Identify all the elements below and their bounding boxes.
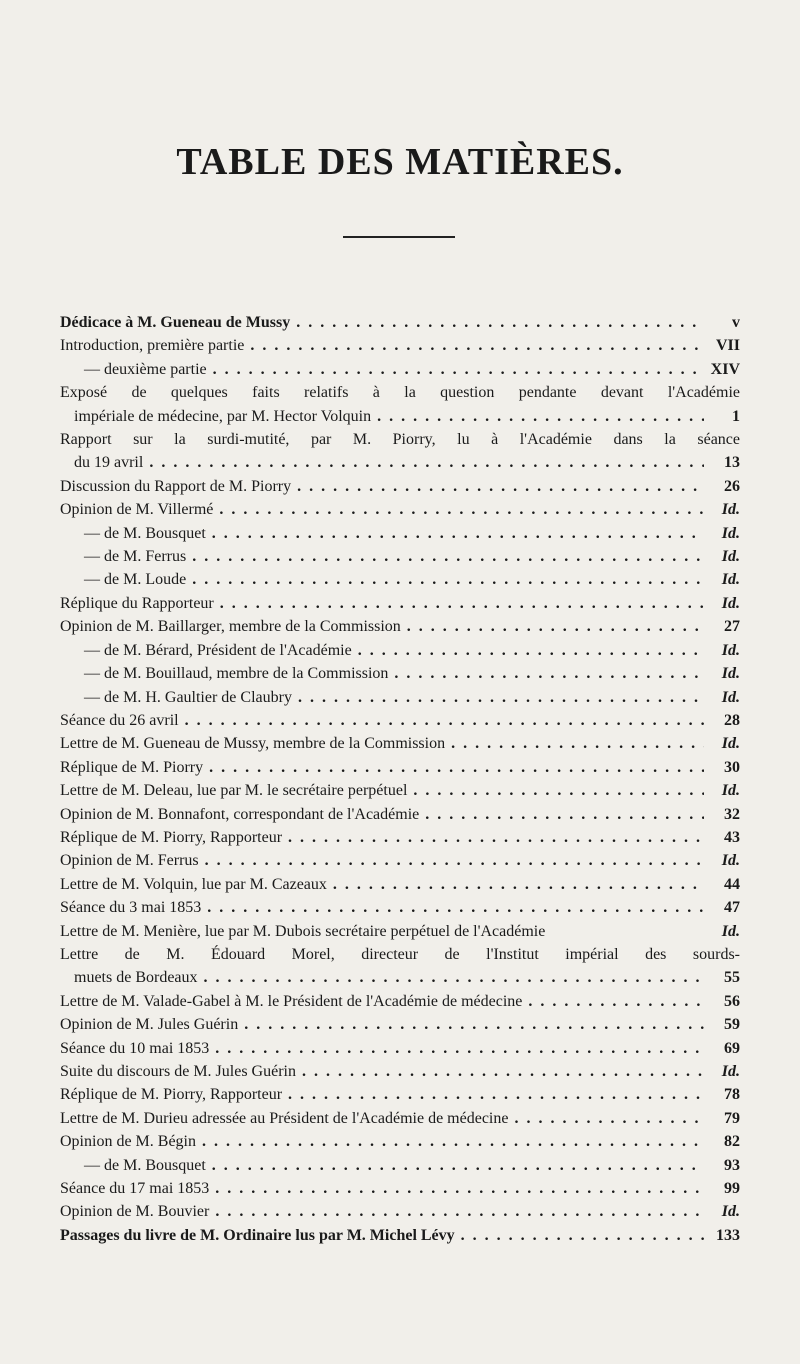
toc-entry bbox=[60, 1177, 740, 1200]
toc-entry bbox=[60, 498, 740, 521]
toc-entry-title: — de M. Bérard, Président de l'Académie bbox=[84, 641, 352, 659]
toc-entry-title: — de M. Ferrus bbox=[84, 548, 187, 566]
toc-entry-row bbox=[60, 1013, 740, 1036]
dot-leader bbox=[297, 475, 704, 498]
toc-entry-title: impériale de médecine, par M. Hector Volquin bbox=[74, 407, 372, 425]
toc-entry-title: Lettre de M. Volquin, lue par M. Cazeaux bbox=[60, 875, 327, 893]
toc-page-number: Id. bbox=[721, 665, 740, 683]
toc-entry bbox=[60, 779, 740, 802]
toc-entry-row bbox=[60, 358, 740, 381]
dot-leader bbox=[528, 990, 704, 1013]
toc-entry-first-line: Lettre de M. Édouard Morel, directeur de l'Institut impérial des sourds- bbox=[60, 945, 740, 963]
toc-page-number: Id. bbox=[721, 594, 740, 612]
toc-entry-title: Opinion de M. Bonnafont, correspondant de l'Académie bbox=[60, 805, 420, 823]
dot-leader bbox=[213, 358, 704, 381]
toc-page-number: 78 bbox=[724, 1086, 740, 1104]
toc-entry-row bbox=[60, 615, 740, 638]
dot-leader bbox=[209, 756, 704, 779]
toc-entry-title: — de M. Bousquet bbox=[84, 1156, 206, 1174]
toc-page-number: 82 bbox=[724, 1133, 740, 1151]
toc-entry-title: Opinion de M. Ferrus bbox=[60, 852, 199, 870]
toc-entry bbox=[60, 803, 740, 826]
toc-page-number: XIV bbox=[710, 360, 740, 378]
toc-entry-title: du 19 avril bbox=[74, 454, 144, 472]
toc-entry-row bbox=[60, 990, 740, 1013]
dot-leader bbox=[298, 686, 704, 709]
dot-leader bbox=[333, 873, 704, 896]
toc-entry-row bbox=[60, 1154, 740, 1177]
toc-page-number: Id. bbox=[721, 524, 740, 542]
toc-entry bbox=[60, 358, 740, 381]
toc-entry-title: Discussion du Rapport de M. Piorry bbox=[60, 477, 292, 495]
toc-entry bbox=[60, 475, 740, 498]
toc-page-number: 43 bbox=[724, 828, 740, 846]
toc-entry bbox=[60, 428, 740, 475]
dot-leader bbox=[296, 311, 704, 334]
toc-entry bbox=[60, 334, 740, 357]
toc-page-number: 56 bbox=[724, 992, 740, 1010]
toc-entry-row bbox=[60, 1200, 740, 1223]
dot-leader bbox=[461, 1224, 704, 1247]
toc-entry-row bbox=[60, 756, 740, 779]
toc-entry-row bbox=[60, 451, 740, 474]
toc-entry-row bbox=[60, 592, 740, 615]
toc-entry-row bbox=[60, 1107, 740, 1130]
dot-leader bbox=[215, 1200, 704, 1223]
toc-page-number: 26 bbox=[724, 477, 740, 495]
toc-page-number: 1 bbox=[732, 407, 740, 425]
toc-entry-row bbox=[60, 732, 740, 755]
toc-entry-row bbox=[60, 1060, 740, 1083]
toc-entry bbox=[60, 522, 740, 545]
toc-entry-title: Lettre de M. Durieu adressée au Président de l'Académie de médecine bbox=[60, 1109, 509, 1127]
toc-entry bbox=[60, 381, 740, 428]
toc-page-number: v bbox=[732, 314, 740, 331]
toc-page-number: 44 bbox=[724, 875, 740, 893]
toc-page-number: 59 bbox=[724, 1016, 740, 1034]
toc-entry bbox=[60, 1060, 740, 1083]
toc-page-number: Id. bbox=[721, 782, 740, 800]
toc-entry bbox=[60, 1083, 740, 1106]
toc-entry-title: Opinion de M. Bouvier bbox=[60, 1203, 210, 1221]
dot-leader bbox=[207, 896, 704, 919]
toc-entry-row bbox=[60, 405, 740, 428]
toc-entry-title: — de M. Loude bbox=[84, 571, 187, 589]
toc-entry-first-line: Exposé de quelques faits relatifs à la question pendante devant l'Académie bbox=[60, 384, 740, 402]
toc-page-number: Id. bbox=[721, 641, 740, 659]
toc-entry-title: Réplique de M. Piorry, Rapporteur bbox=[60, 1086, 283, 1104]
dot-leader bbox=[514, 1107, 704, 1130]
toc-entry-row bbox=[60, 1083, 740, 1106]
toc-page-number: Id. bbox=[721, 548, 740, 566]
toc-page-number: Id. bbox=[721, 688, 740, 706]
toc-entry bbox=[60, 592, 740, 615]
toc-entry-title: Passages du livre de M. Ordinaire lus par M. Michel Lévy bbox=[60, 1226, 455, 1244]
toc-entry-title: Lettre de M. Valade-Gabel à M. le Président de l'Académie de médecine bbox=[60, 992, 523, 1010]
toc-entry-row bbox=[60, 1037, 740, 1060]
toc-entry bbox=[60, 849, 740, 872]
toc-entry-title: Séance du 17 mai 1853 bbox=[60, 1180, 210, 1198]
toc-entry-title: Opinion de M. Villermé bbox=[60, 501, 214, 519]
toc-entry bbox=[60, 896, 740, 919]
toc-entry-row bbox=[60, 639, 740, 662]
toc-page-number: 133 bbox=[716, 1226, 740, 1244]
toc-page-number: 79 bbox=[724, 1109, 740, 1127]
dot-leader bbox=[219, 498, 704, 521]
toc-page-number: Id. bbox=[721, 922, 740, 940]
toc-entry bbox=[60, 639, 740, 662]
toc-page-number: 13 bbox=[724, 454, 740, 472]
toc-page-number: VII bbox=[715, 337, 740, 355]
toc-entry bbox=[60, 920, 740, 943]
toc-entry bbox=[60, 1037, 740, 1060]
toc-entry-title: Séance du 26 avril bbox=[60, 711, 179, 729]
toc-entry-title: muets de Bordeaux bbox=[74, 969, 198, 987]
toc-page-number: Id. bbox=[721, 571, 740, 589]
table-of-contents bbox=[60, 311, 740, 1247]
toc-page-number: Id. bbox=[721, 735, 740, 753]
dot-leader bbox=[149, 451, 704, 474]
toc-entry-row bbox=[60, 334, 740, 357]
toc-entry bbox=[60, 686, 740, 709]
toc-entry-row bbox=[60, 498, 740, 521]
toc-entry bbox=[60, 990, 740, 1013]
toc-entry-row bbox=[60, 1177, 740, 1200]
toc-page-number: 27 bbox=[724, 618, 740, 636]
dot-leader bbox=[394, 662, 704, 685]
toc-entry bbox=[60, 1200, 740, 1223]
toc-entry-title: Réplique de M. Piorry bbox=[60, 758, 204, 776]
toc-entry-title: Dédicace à M. Gueneau de Mussy bbox=[60, 314, 291, 331]
dot-leader bbox=[407, 615, 704, 638]
dot-leader bbox=[192, 545, 704, 568]
dot-leader bbox=[204, 966, 704, 989]
dot-leader bbox=[215, 1037, 704, 1060]
toc-entry bbox=[60, 662, 740, 685]
toc-entry-row bbox=[60, 920, 740, 943]
dot-leader bbox=[212, 1154, 704, 1177]
toc-entry-title: — de M. Bouillaud, membre de la Commission bbox=[84, 665, 389, 683]
toc-entry-row bbox=[60, 568, 740, 591]
toc-page-number: 93 bbox=[724, 1156, 740, 1174]
toc-entry-row bbox=[60, 873, 740, 896]
toc-entry bbox=[60, 311, 740, 334]
dot-leader bbox=[192, 568, 704, 591]
toc-entry-title: Opinion de M. Jules Guérin bbox=[60, 1016, 239, 1034]
toc-entry bbox=[60, 615, 740, 638]
dot-leader bbox=[451, 732, 704, 755]
toc-entry bbox=[60, 1224, 740, 1247]
dot-leader bbox=[302, 1060, 704, 1083]
toc-entry-row bbox=[60, 826, 740, 849]
dot-leader bbox=[377, 405, 704, 428]
dot-leader bbox=[205, 849, 704, 872]
toc-page-number: Id. bbox=[721, 1203, 740, 1221]
toc-entry bbox=[60, 943, 740, 990]
toc-page-number: 28 bbox=[724, 711, 740, 729]
toc-entry-row bbox=[60, 896, 740, 919]
title-rule bbox=[343, 236, 455, 238]
toc-entry-row bbox=[60, 1130, 740, 1153]
toc-entry-title: Réplique du Rapporteur bbox=[60, 594, 214, 612]
toc-entry-row bbox=[60, 803, 740, 826]
toc-entry-row bbox=[60, 1224, 740, 1247]
toc-entry-title: Séance du 10 mai 1853 bbox=[60, 1039, 210, 1057]
dot-leader bbox=[215, 1177, 704, 1200]
toc-entry bbox=[60, 1130, 740, 1153]
toc-entry-title: Réplique de M. Piorry, Rapporteur bbox=[60, 828, 283, 846]
dot-leader bbox=[250, 334, 704, 357]
dot-leader bbox=[413, 779, 704, 802]
toc-entry-first-line: Rapport sur la surdi-mutité, par M. Piorry, lu à l'Académie dans la séance bbox=[60, 431, 740, 449]
dot-leader bbox=[202, 1130, 704, 1153]
toc-entry-row bbox=[60, 311, 740, 334]
toc-page-number: Id. bbox=[721, 1063, 740, 1080]
toc-entry-title: Opinion de M. Bégin bbox=[60, 1133, 196, 1151]
toc-entry-title: Séance du 3 mai 1853 bbox=[60, 899, 202, 917]
toc-entry-title: Lettre de M. Gueneau de Mussy, membre de la Commission bbox=[60, 735, 446, 753]
toc-entry bbox=[60, 545, 740, 568]
dot-leader bbox=[358, 639, 704, 662]
toc-entry-row bbox=[60, 779, 740, 802]
toc-entry-title: — de M. H. Gaultier de Claubry bbox=[84, 688, 292, 706]
toc-entry-title: Lettre de M. Deleau, lue par M. le secrétaire perpétuel bbox=[60, 782, 408, 800]
toc-entry-row bbox=[60, 545, 740, 568]
dot-leader bbox=[425, 803, 704, 826]
toc-page-number: Id. bbox=[721, 501, 740, 519]
toc-entry-row bbox=[60, 475, 740, 498]
toc-entry bbox=[60, 1107, 740, 1130]
toc-page-number: 99 bbox=[724, 1180, 740, 1198]
toc-page-number: 30 bbox=[724, 758, 740, 776]
toc-entry-title: — de M. Bousquet bbox=[84, 524, 206, 542]
toc-entry-title: Suite du discours de M. Jules Guérin bbox=[60, 1063, 296, 1080]
toc-entry-row bbox=[60, 709, 740, 732]
dot-leader bbox=[212, 522, 704, 545]
toc-entry bbox=[60, 732, 740, 755]
dot-leader bbox=[220, 592, 704, 615]
dot-leader bbox=[244, 1013, 704, 1036]
toc-entry-row bbox=[60, 522, 740, 545]
toc-entry-title: Lettre de M. Menière, lue par M. Dubois secrétaire perpétuel de l'Académie bbox=[60, 922, 546, 940]
toc-entry bbox=[60, 1013, 740, 1036]
toc-entry bbox=[60, 756, 740, 779]
toc-page-number: Id. bbox=[721, 852, 740, 870]
toc-page-number: 69 bbox=[724, 1039, 740, 1057]
toc-entry-title: Introduction, première partie bbox=[60, 337, 245, 355]
toc-entry bbox=[60, 1154, 740, 1177]
page-title: TABLE DES MATIÈRES. bbox=[176, 141, 624, 183]
dot-leader bbox=[288, 1083, 704, 1106]
toc-page-number: 32 bbox=[724, 805, 740, 823]
toc-page-number: 55 bbox=[724, 969, 740, 987]
toc-entry bbox=[60, 568, 740, 591]
toc-entry-row bbox=[60, 966, 740, 989]
toc-entry bbox=[60, 873, 740, 896]
toc-entry-title: Opinion de M. Baillarger, membre de la Commission bbox=[60, 618, 401, 636]
toc-entry-row bbox=[60, 686, 740, 709]
toc-entry bbox=[60, 826, 740, 849]
toc-entry-row bbox=[60, 662, 740, 685]
toc-entry-title: — deuxième partie bbox=[84, 360, 207, 378]
toc-page-number: 47 bbox=[724, 899, 740, 917]
dot-leader bbox=[288, 826, 704, 849]
toc-entry-row bbox=[60, 849, 740, 872]
dot-leader bbox=[185, 709, 704, 732]
toc-entry bbox=[60, 709, 740, 732]
